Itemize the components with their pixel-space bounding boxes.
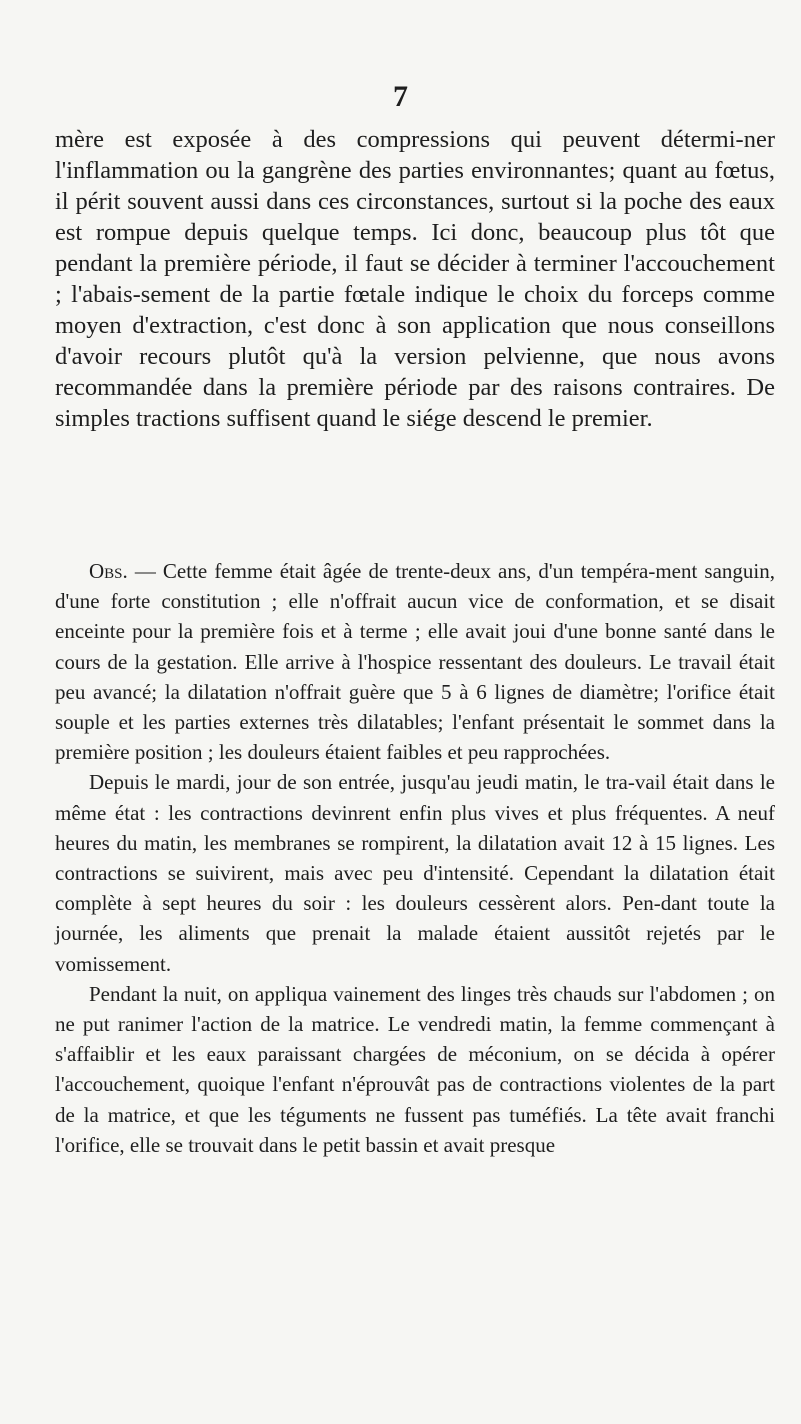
observation-section (55, 556, 775, 1160)
main-paragraph: mère est exposée à des compressions qui peuvent détermi-ner l'inflammation ou la gangrène des parties environnantes; quant au fœtus, il périt souvent aussi dans ces circonstances, surtout si la poche des eaux est rompue depuis quelque temps. Ici donc, beaucoup plus tôt que pendant la première période, il faut se décider à terminer l'accouchement ; l'abais-sement de la partie fœtale indique le choix du forceps comme moyen d'extraction, c'est donc à son application que nous conseillons d'avoir recours plutôt qu'à la version pelvienne, que nous avons recommandée dans la première période par des raisons contraires. De simples tractions suffisent quand le siége descend le premier. (55, 126, 775, 432)
observation-paragraph-2: Depuis le mardi, jour de son entrée, jusqu'au jeudi matin, le tra-vail était dans le même état : les contractions devinrent enfin plus vives et plus fréquentes. A neuf heures du matin, les membranes se rompirent, la dilatation avait 12 à 15 lignes. Les contractions se suivirent, mais avec peu d'intensité. Cependant la dilatation était complète à sept heures du soir : les douleurs cessèrent alors. Pen-dant toute la journée, les aliments que prenait la malade étaient aussitôt rejetés par le vomissement. (55, 770, 775, 976)
observation-text-1: — Cette femme était âgée de trente-deux ans, d'un tempéra-ment sanguin, d'une forte constitution ; elle n'offrait aucun vice de conformation, et se disait enceinte pour la première fois et à terme ; elle avait joui d'une bonne santé dans le cours de la gestation. Elle arrive à l'hospice ressentant des douleurs. Le travail était peu avancé; la dilatation n'offrait guère que 5 à 6 lignes de diamètre; l'orifice était souple et les parties externes très dilatables; l'enfant présentait le sommet dans la première position ; les douleurs étaient faibles et peu rapprochées. (55, 559, 775, 765)
observation-paragraph-1 (55, 556, 775, 767)
page-number: 7 (393, 80, 408, 113)
observation-paragraph-3: Pendant la nuit, on appliqua vainement des linges très chauds sur l'abdomen ; on ne put ranimer l'action de la matrice. Le vendredi matin, la femme commençant à s'affaiblir et les eaux paraissant chargées de méconium, on se décida à opérer l'accouchement, quoique l'enfant n'éprouvât pas de contractions violentes de la part de la matrice, et que les téguments ne fussent pas tuméfiés. La tête avait franchi l'orifice, elle se trouvait dans le petit bassin et avait presque (55, 981, 775, 1157)
observation-label: Obs. (89, 559, 128, 583)
